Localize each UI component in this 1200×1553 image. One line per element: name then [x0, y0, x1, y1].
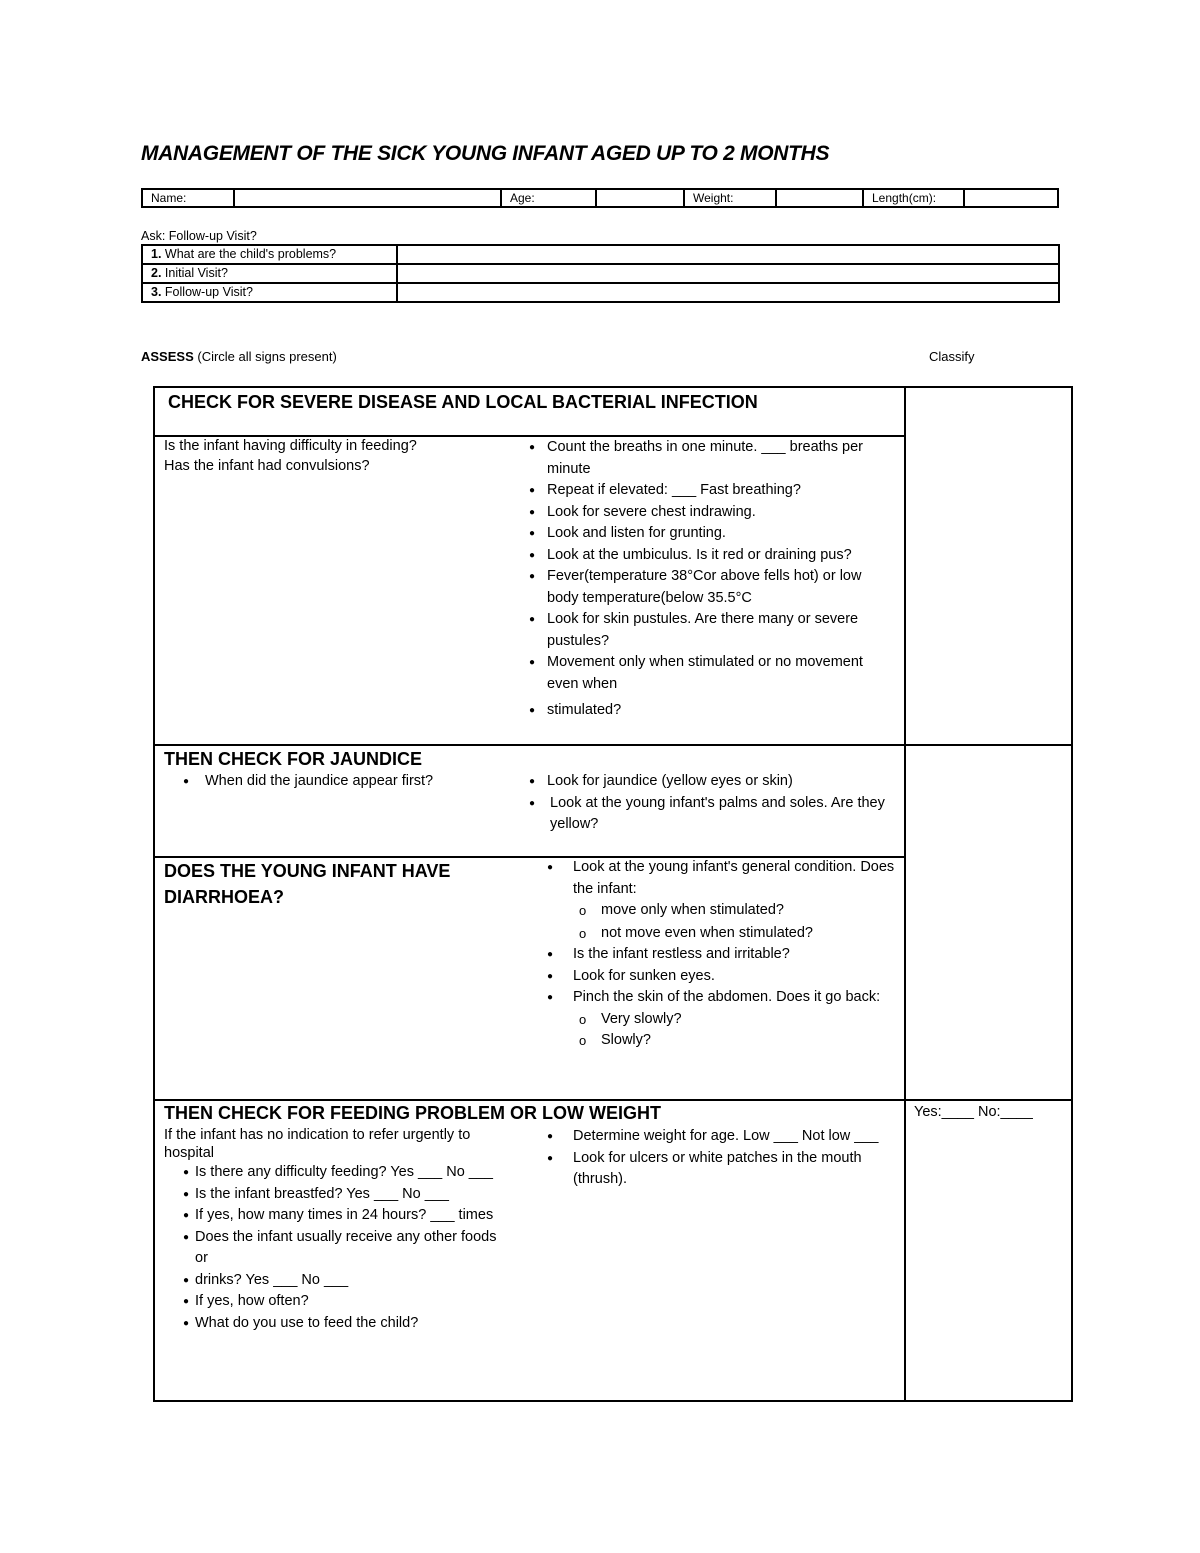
list-item: ● If yes, how often?: [183, 1291, 498, 1313]
jaundice-look-list: [529, 771, 894, 836]
table-border: [153, 386, 155, 1402]
classify-divider: [904, 386, 906, 1402]
length-field[interactable]: [964, 189, 1058, 207]
section-heading-diarrhoea: DOES THE YOUNG INFANT HAVE DIARRHOEA?: [164, 861, 451, 907]
visit-table: [141, 244, 1060, 303]
list-item: ● If yes, how many times in 24 hours? ___ times: [183, 1205, 498, 1227]
patient-info-table: [141, 188, 1059, 208]
sub-list-item: o move only when stimulated?: [579, 900, 897, 922]
list-item: ● Is there any difficulty feeding? Yes ___ No ___: [183, 1162, 498, 1184]
feeding-look-list: [547, 1126, 897, 1191]
question-line: Is the infant having difficulty in feeding?: [164, 438, 417, 454]
list-item: ● Repeat if elevated: ___ Fast breathing?: [529, 480, 894, 502]
section-heading-feeding: THEN CHECK FOR FEEDING PROBLEM OR LOW WEIGHT: [164, 1103, 661, 1123]
feeding-ask-list: [183, 1162, 498, 1334]
visit-row-field[interactable]: [397, 264, 1059, 283]
jaundice-ask-list: [183, 771, 503, 793]
list-item: ● Determine weight for age. Low ___ Not low ___: [547, 1126, 897, 1148]
page-title: MANAGEMENT OF THE SICK YOUNG INFANT AGED UP TO 2 MONTHS: [141, 142, 830, 165]
classify-label: Classify: [929, 349, 975, 364]
list-item: ● drinks? Yes ___ No ___: [183, 1270, 498, 1292]
weight-label: Weight:: [684, 189, 776, 207]
age-label: Age:: [501, 189, 596, 207]
sub-list-item: o Slowly?: [579, 1030, 897, 1052]
list-item: ● Look for severe chest indrawing.: [529, 502, 894, 524]
list-item: ● Is the infant breastfed? Yes ___ No ___: [183, 1184, 498, 1206]
list-item: ● Count the breaths in one minute. ___ breaths per minute: [529, 437, 894, 480]
list-item: ● Look and listen for grunting.: [529, 523, 894, 545]
question-line: Has the infant had convulsions?: [164, 457, 370, 474]
sub-list: [573, 1009, 897, 1052]
list-item: ● Pinch the skin of the abdomen. Does it go back: o Very slowly? o Slowly?: [547, 987, 897, 1052]
list-item: ● Fever(temperature 38°Cor above fells hot) or low body temperature(below 35.5°C: [529, 566, 894, 609]
severe-disease-questions: [164, 437, 504, 476]
section-heading-severe-disease: CHECK FOR SEVERE DISEASE AND LOCAL BACTERIAL INFECTION: [168, 392, 758, 412]
sub-list-item: o not move even when stimulated?: [579, 923, 897, 945]
table-border: [153, 386, 1073, 388]
diarrhoea-look-list: [547, 857, 897, 1052]
severe-disease-look-list: [529, 437, 894, 722]
section-heading-jaundice: THEN CHECK FOR JAUNDICE: [164, 749, 423, 769]
assess-instruction: ASSESS (Circle all signs present): [141, 349, 337, 364]
sub-list-item: o Very slowly?: [579, 1009, 897, 1031]
list-item: ● Look at the umbiculus. Is it red or draining pus?: [529, 545, 894, 567]
list-item: ● stimulated?: [529, 700, 894, 722]
visit-row-field[interactable]: [397, 283, 1059, 302]
table-border: [1071, 386, 1073, 1402]
list-item: ● Look for sunken eyes.: [547, 966, 897, 988]
weight-field[interactable]: [776, 189, 863, 207]
table-border: [153, 1400, 1073, 1402]
list-item: ● Look for jaundice (yellow eyes or skin): [529, 771, 894, 793]
visit-row: [142, 283, 1059, 302]
visit-row: [142, 264, 1059, 283]
list-item: ● What do you use to feed the child?: [183, 1313, 498, 1335]
visit-row-label: 3. Follow-up Visit?: [142, 283, 397, 302]
ask-label: Ask: Follow-up Visit?: [141, 229, 257, 243]
feeding-classify-field[interactable]: Yes:____ No:____: [914, 1104, 1033, 1120]
list-item: ● Is the infant restless and irritable?: [547, 944, 897, 966]
list-item: ● Look for ulcers or white patches in the mouth (thrush).: [547, 1148, 897, 1191]
name-label: Name:: [142, 189, 234, 207]
list-item: ● Look for skin pustules. Are there many or severe pustules?: [529, 609, 894, 652]
length-label: Length(cm):: [863, 189, 964, 207]
list-item: ● Movement only when stimulated or no movement even when: [529, 652, 894, 695]
visit-row-label: 1. What are the child's problems?: [142, 245, 397, 264]
visit-row-label: 2. Initial Visit?: [142, 264, 397, 283]
feeding-intro: If the infant has no indication to refer urgently to hospital: [164, 1127, 471, 1161]
visit-row-field[interactable]: [397, 245, 1059, 264]
visit-row: [142, 245, 1059, 264]
name-field[interactable]: [234, 189, 501, 207]
sub-list: [573, 900, 897, 944]
assessment-table: [153, 386, 1073, 1402]
list-item: ● When did the jaundice appear first?: [183, 771, 503, 793]
list-item: ● Does the infant usually receive any other foods or: [183, 1227, 498, 1270]
list-item: ● Look at the young infant's palms and soles. Are they yellow?: [529, 793, 894, 836]
age-field[interactable]: [596, 189, 684, 207]
list-item: ● Look at the young infant's general condition. Does the infant: o move only when stimulated? o not move even when stimulated?: [547, 857, 897, 944]
